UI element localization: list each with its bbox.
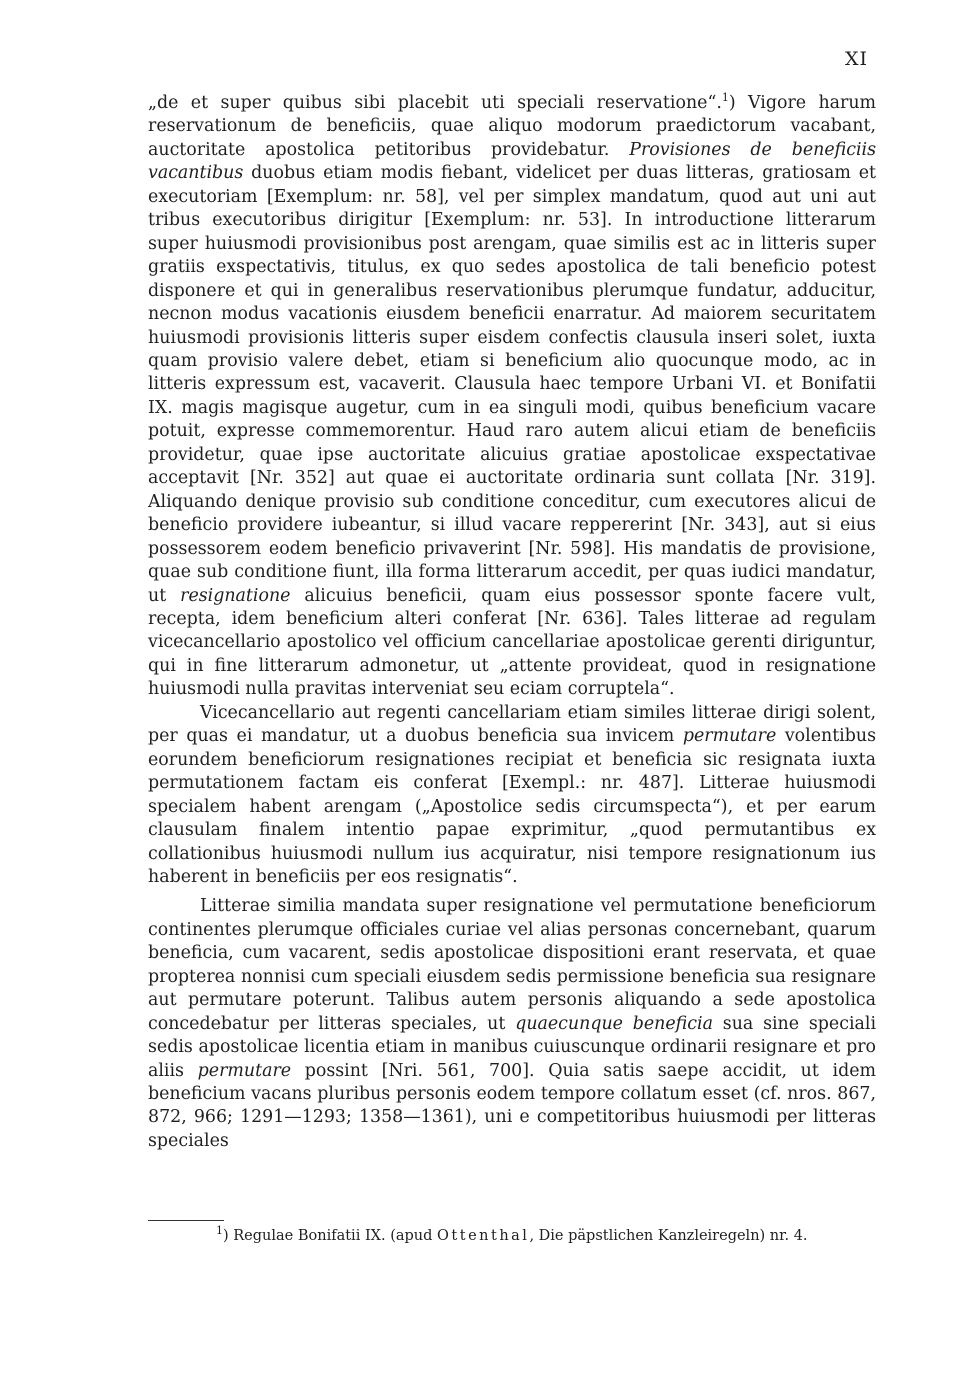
text-run: duobus etiam modis fiebant, videlicet per duas litteras, gratiosam et executoriam [Exemplum: nr. 58], vel per simplex mandatum, quod aut uni aut tribus executoribus dirigitur [Exemplum: nr. 53]. In introductione litterarum super huiusmodi provisionibus post arengam, quae similis est ac in litteris super gratiis exspectativis, titulus, ex quo sedes apostolica de tali beneficio potest disponere et qui in generalibus reservationibus plerumque fundatur, adducitur, necnon modus vacationis eiusdem beneficii enarratur. Ad maiorem securitatem huiusmodi provisionis litteris super eisdem confectis clausula inseri solet, iuxta quam provisio valere debet, etiam si beneficium alio quocunque modo, ac in litteris expressum est, vacaverit. Clausula haec tempore Urbani VI. et Bonifatii IX. magis magisque augetur, cum in ea singuli modi, quibus beneficium vacare potuit, expresse commemorentur. Haud raro autem alicui etiam de beneficiis providetur, quae ipse auctoritate alicuius gratiae apostolicae exspectativae acceptavit [Nr. 352] aut quae ei auctoritate ordinaria sunt collata [Nr. 319]. Aliquando denique provisio sub conditione conceditur, cum executores alicui de beneficio providere iubeantur, si illud vacare reppererint [Nr. 343], aut si eius possessorem eodem beneficio privaverint [Nr. 598]. His mandatis de provisione, quae sub conditione fiunt, illa forma litterarum accedit, per quas iudici mandatur, ut <box>148 163 876 606</box>
footnote-text-after: , Die päpstlichen Kanzleiregeln) nr. 4. <box>529 1228 808 1244</box>
footnote-reference: 1 <box>721 91 729 105</box>
paragraph-3 <box>148 895 876 1153</box>
text-run: „de et super quibus sibi placebit uti speciali reservatione“. <box>148 93 722 113</box>
italic-term: Provisiones de beneficiis vacantibus <box>148 139 877 184</box>
text-run: Litterae similia mandata super resignatione vel permutatione beneficiorum continentes plerumque officiales curiae vel alias personas concernebant, quarum beneficia, cum vacarent, sedis apostolicae dispositioni erant reservata, et quae propterea nonnisi cum speciali eiusdem sedis permissione beneficia sua resignare aut permutare poterunt. Talibus autem personis aliquando a sede apostolica concedebatur per litteras speciales, ut <box>148 896 876 1034</box>
body-text <box>148 92 876 1153</box>
italic-term: permutare <box>682 726 777 747</box>
paragraph-2 <box>148 702 876 890</box>
footnote <box>216 1226 876 1246</box>
text-run: ) Vigore harum reservationum de beneficiis, quae aliquo modorum praedictorum vacabant, auctoritate apostolica petitoribus providebatur. <box>148 93 877 160</box>
footnote-text-before: ) Regulae Bonifatii IX. (apud <box>223 1228 438 1244</box>
italic-term: quaecunque beneficia <box>515 1013 713 1034</box>
footnote-author: Ottenthal <box>437 1228 530 1244</box>
footnote-marker: 1 <box>216 1224 223 1238</box>
text-run: Vicecancellario aut regenti cancellariam etiam similes litterae dirigi solent, per quas ei mandatur, ut a duobus beneficia sua invicem <box>148 702 876 747</box>
text-run: alicuius beneficii, quam eius possessor sponte facere vult, recepta, idem beneficium alteri conferat [Nr. 636]. Tales litterae ad regulam vicecancellario apostolico vel officium cancellariae apostolicae gerenti diriguntur, qui in fine litterarum admonetur, ut „attente provideat, quod in resignatione huiusmodi nulla pravitas interveniat seu eciam corruptela“. <box>148 585 876 700</box>
footnote-divider <box>148 1220 224 1221</box>
paragraph-1 <box>148 92 876 702</box>
italic-term: resignatione <box>180 585 291 606</box>
italic-term: permutare <box>197 1060 292 1081</box>
text-run: possint [Nri. 561, 700]. Quia satis saepe accidit, ut idem beneficium vacans pluribus personis eodem tempore collatum esset (cf. nros. 867, 872, 966; 1291—1293; 1358—1361), uni e competitoribus huiusmodi per litteras speciales <box>148 1060 876 1151</box>
text-run: volentibus eorundem beneficiorum resignationes recipiat et beneficia sic resignata iuxta permutationem factam eis conferat [Exempl.: nr. 487]. Litterae huiusmodi specialem habent arengam („Apostolice sedis circumspecta“), et per earum clausulam finalem intentio papae exprimitur, „quod permutantibus ex collationibus huiusmodi nullum ius acquiratur, nisi tempore resignationum ius haberent in beneficiis per eos resignatis“. <box>148 726 877 887</box>
page-number: XI <box>844 48 868 70</box>
text-run: sua sine speciali sedis apostolicae licentia etiam in manibus cuiuscunque ordinarii resignare et pro aliis <box>148 1013 877 1081</box>
